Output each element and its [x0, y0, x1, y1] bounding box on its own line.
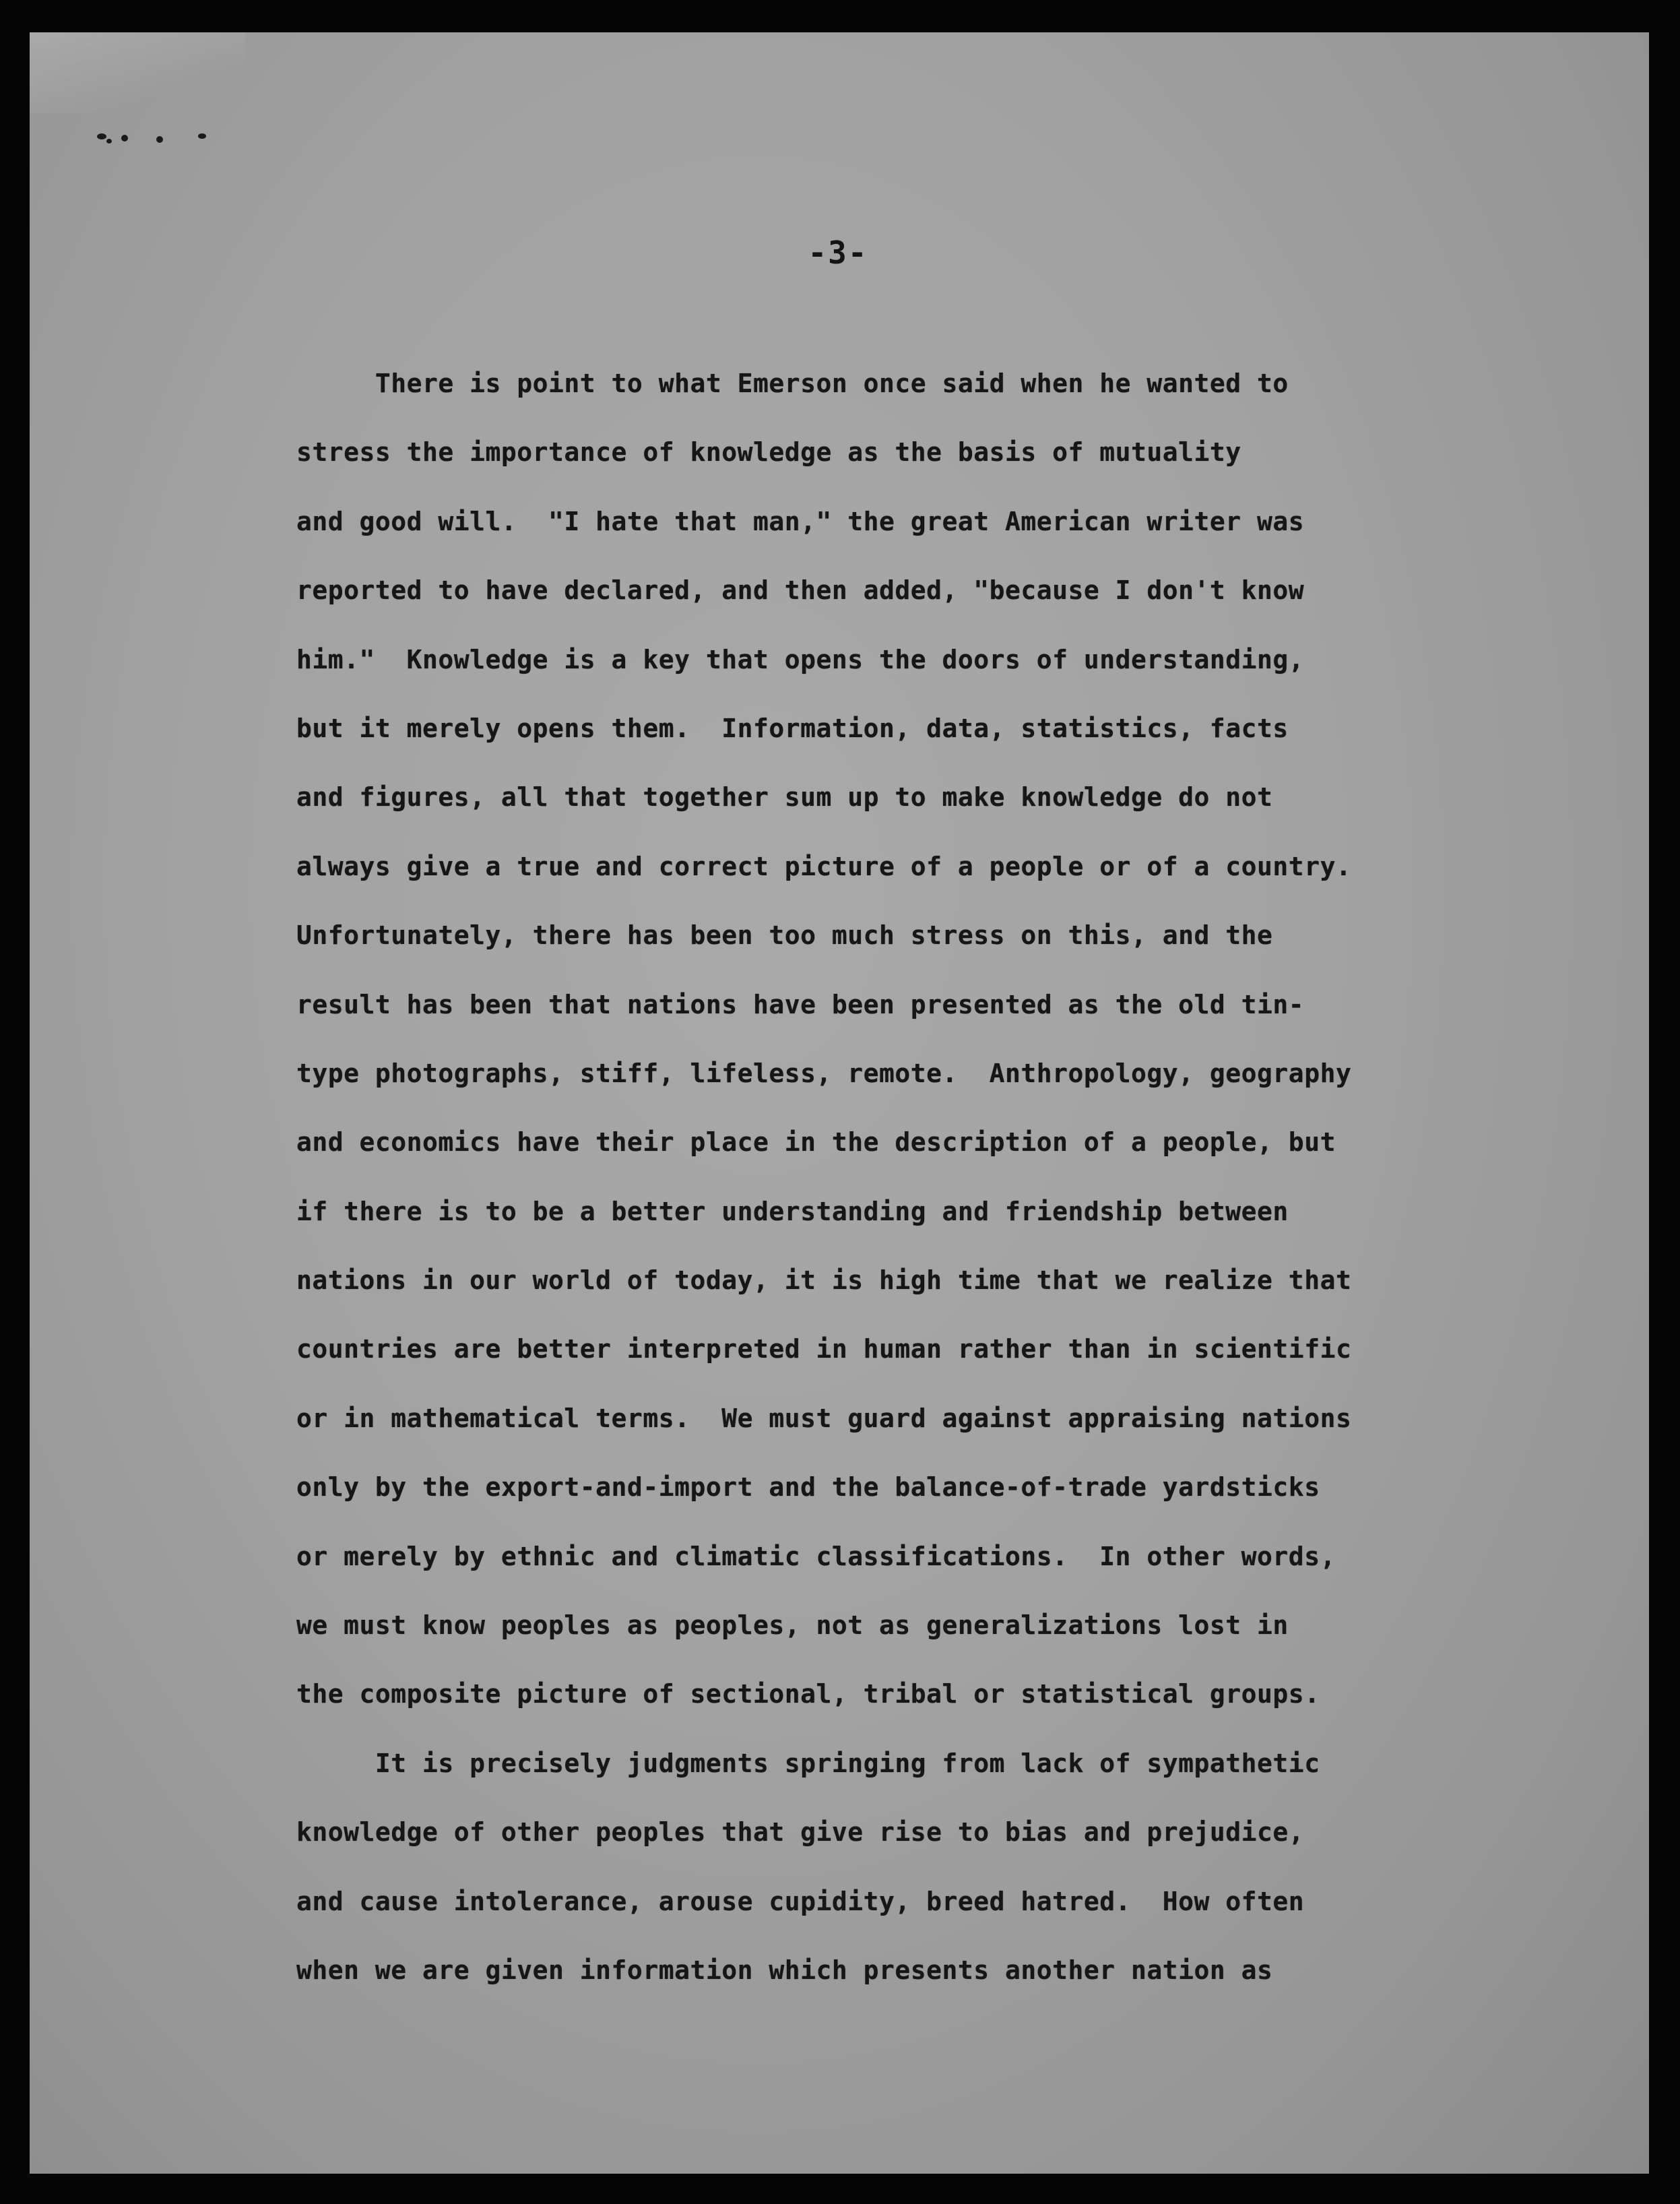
- speck: [198, 133, 206, 139]
- typed-text-body: [296, 349, 1563, 2005]
- page-number: -3-: [808, 234, 868, 271]
- text-line: only by the export-and-import and the balance-of-trade yardsticks: [296, 1472, 1320, 1503]
- text-line: stress the importance of knowledge as the basis of mutuality: [296, 437, 1241, 468]
- text-line: type photographs, stiff, lifeless, remote. Anthropology, geography: [296, 1058, 1352, 1088]
- text-line: or merely by ethnic and climatic classifications. In other words,: [296, 1541, 1336, 1571]
- page-corner-highlight: [30, 32, 245, 113]
- text-line: and good will. "I hate that man," the great American writer was: [296, 506, 1305, 536]
- text-line: and figures, all that together sum up to make knowledge do not: [296, 782, 1273, 813]
- speck: [97, 133, 106, 139]
- text-line: or in mathematical terms. We must guard against appraising nations: [296, 1403, 1352, 1433]
- text-line: always give a true and correct picture of a people or of a country.: [296, 851, 1352, 881]
- text-line: countries are better interpreted in human rather than in scientific: [296, 1334, 1352, 1364]
- text-line: result has been that nations have been presented as the old tin-: [296, 989, 1305, 1019]
- text-line: the composite picture of sectional, tribal or statistical groups.: [296, 1679, 1320, 1709]
- margin-specks: [97, 133, 252, 160]
- text-line: reported to have declared, and then added, "because I don't know: [296, 575, 1305, 606]
- text-line: when we are given information which presents another nation as: [296, 1955, 1273, 1985]
- text-line: him." Knowledge is a key that opens the doors of understanding,: [296, 644, 1305, 674]
- text-line: if there is to be a better understanding and friendship between: [296, 1196, 1289, 1226]
- text-line: we must know peoples as peoples, not as generalizations lost in: [296, 1610, 1289, 1641]
- speck: [121, 135, 128, 141]
- document-page: [30, 32, 1649, 2174]
- text-line: knowledge of other peoples that give rise to bias and prejudice,: [296, 1817, 1305, 1848]
- speck: [156, 136, 163, 143]
- text-line: There is point to what Emerson once said when he wanted to: [296, 369, 1289, 398]
- text-line: and economics have their place in the description of a people, but: [296, 1127, 1336, 1158]
- text-line: Unfortunately, there has been too much stress on this, and the: [296, 920, 1273, 951]
- text-line: nations in our world of today, it is high time that we realize that: [296, 1265, 1352, 1296]
- speck: [106, 139, 112, 144]
- text-line: but it merely opens them. Information, data, statistics, facts: [296, 713, 1289, 743]
- text-line: It is precisely judgments springing from lack of sympathetic: [296, 1748, 1320, 1778]
- text-line: and cause intolerance, arouse cupidity, breed hatred. How often: [296, 1886, 1305, 1916]
